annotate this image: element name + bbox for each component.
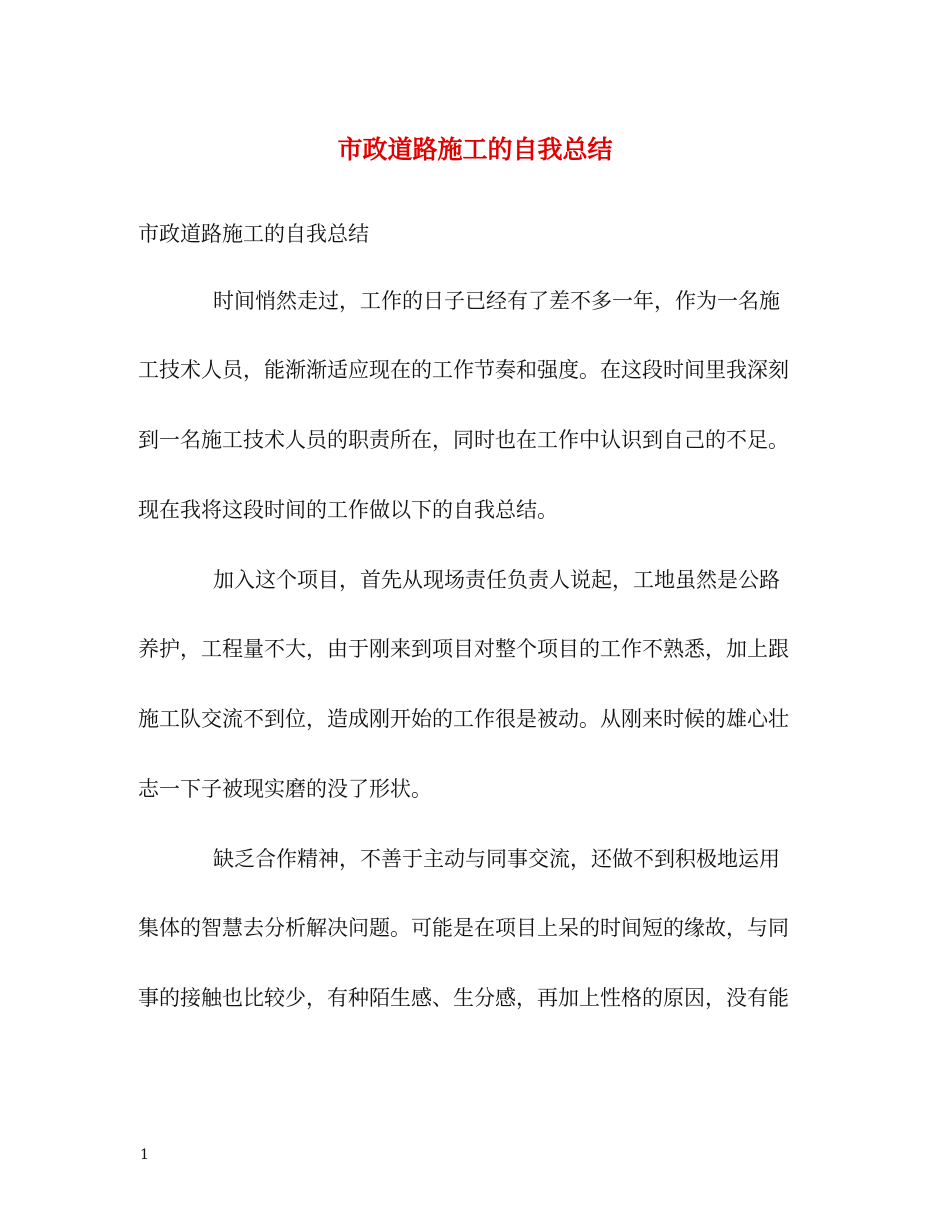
page-number: 1: [140, 1147, 149, 1163]
paragraph-2-line-1: 加入这个项目，首先从现场责任负责人说起，工地虽然是公路: [213, 568, 780, 592]
paragraph-3-line-3: 事的接触也比较少，有种陌生感、生分感，再加上性格的原因，没有能: [138, 986, 789, 1010]
paragraph-3-line-1: 缺乏合作精神，不善于主动与同事交流，还做不到积极地运用: [213, 847, 780, 871]
paragraph-1-line-2: 工技术人员，能渐渐适应现在的工作节奏和强度。在这段时间里我深刻: [138, 358, 789, 382]
paragraph-3-line-2: 集体的智慧去分析解决问题。可能是在项目上呆的时间短的缘故，与同: [138, 916, 789, 940]
paragraph-1-line-3: 到一名施工技术人员的职责所在，同时也在工作中认识到自己的不足。: [138, 428, 789, 452]
document-subtitle: 市政道路施工的自我总结: [138, 222, 369, 246]
paragraph-1-line-4: 现在我将这段时间的工作做以下的自我总结。: [138, 498, 558, 522]
paragraph-2-line-3: 施工队交流不到位，造成刚开始的工作很是被动。从刚来时候的雄心壮: [138, 707, 789, 731]
paragraph-2-line-2: 养护，工程量不大，由于刚来到项目对整个项目的工作不熟悉，加上跟: [138, 637, 789, 661]
paragraph-2-line-4: 志一下子被现实磨的没了形状。: [138, 777, 432, 801]
paragraph-1-line-1: 时间悄然走过，工作的日子已经有了差不多一年，作为一名施: [213, 289, 780, 313]
document-title: 市政道路施工的自我总结: [337, 135, 613, 164]
